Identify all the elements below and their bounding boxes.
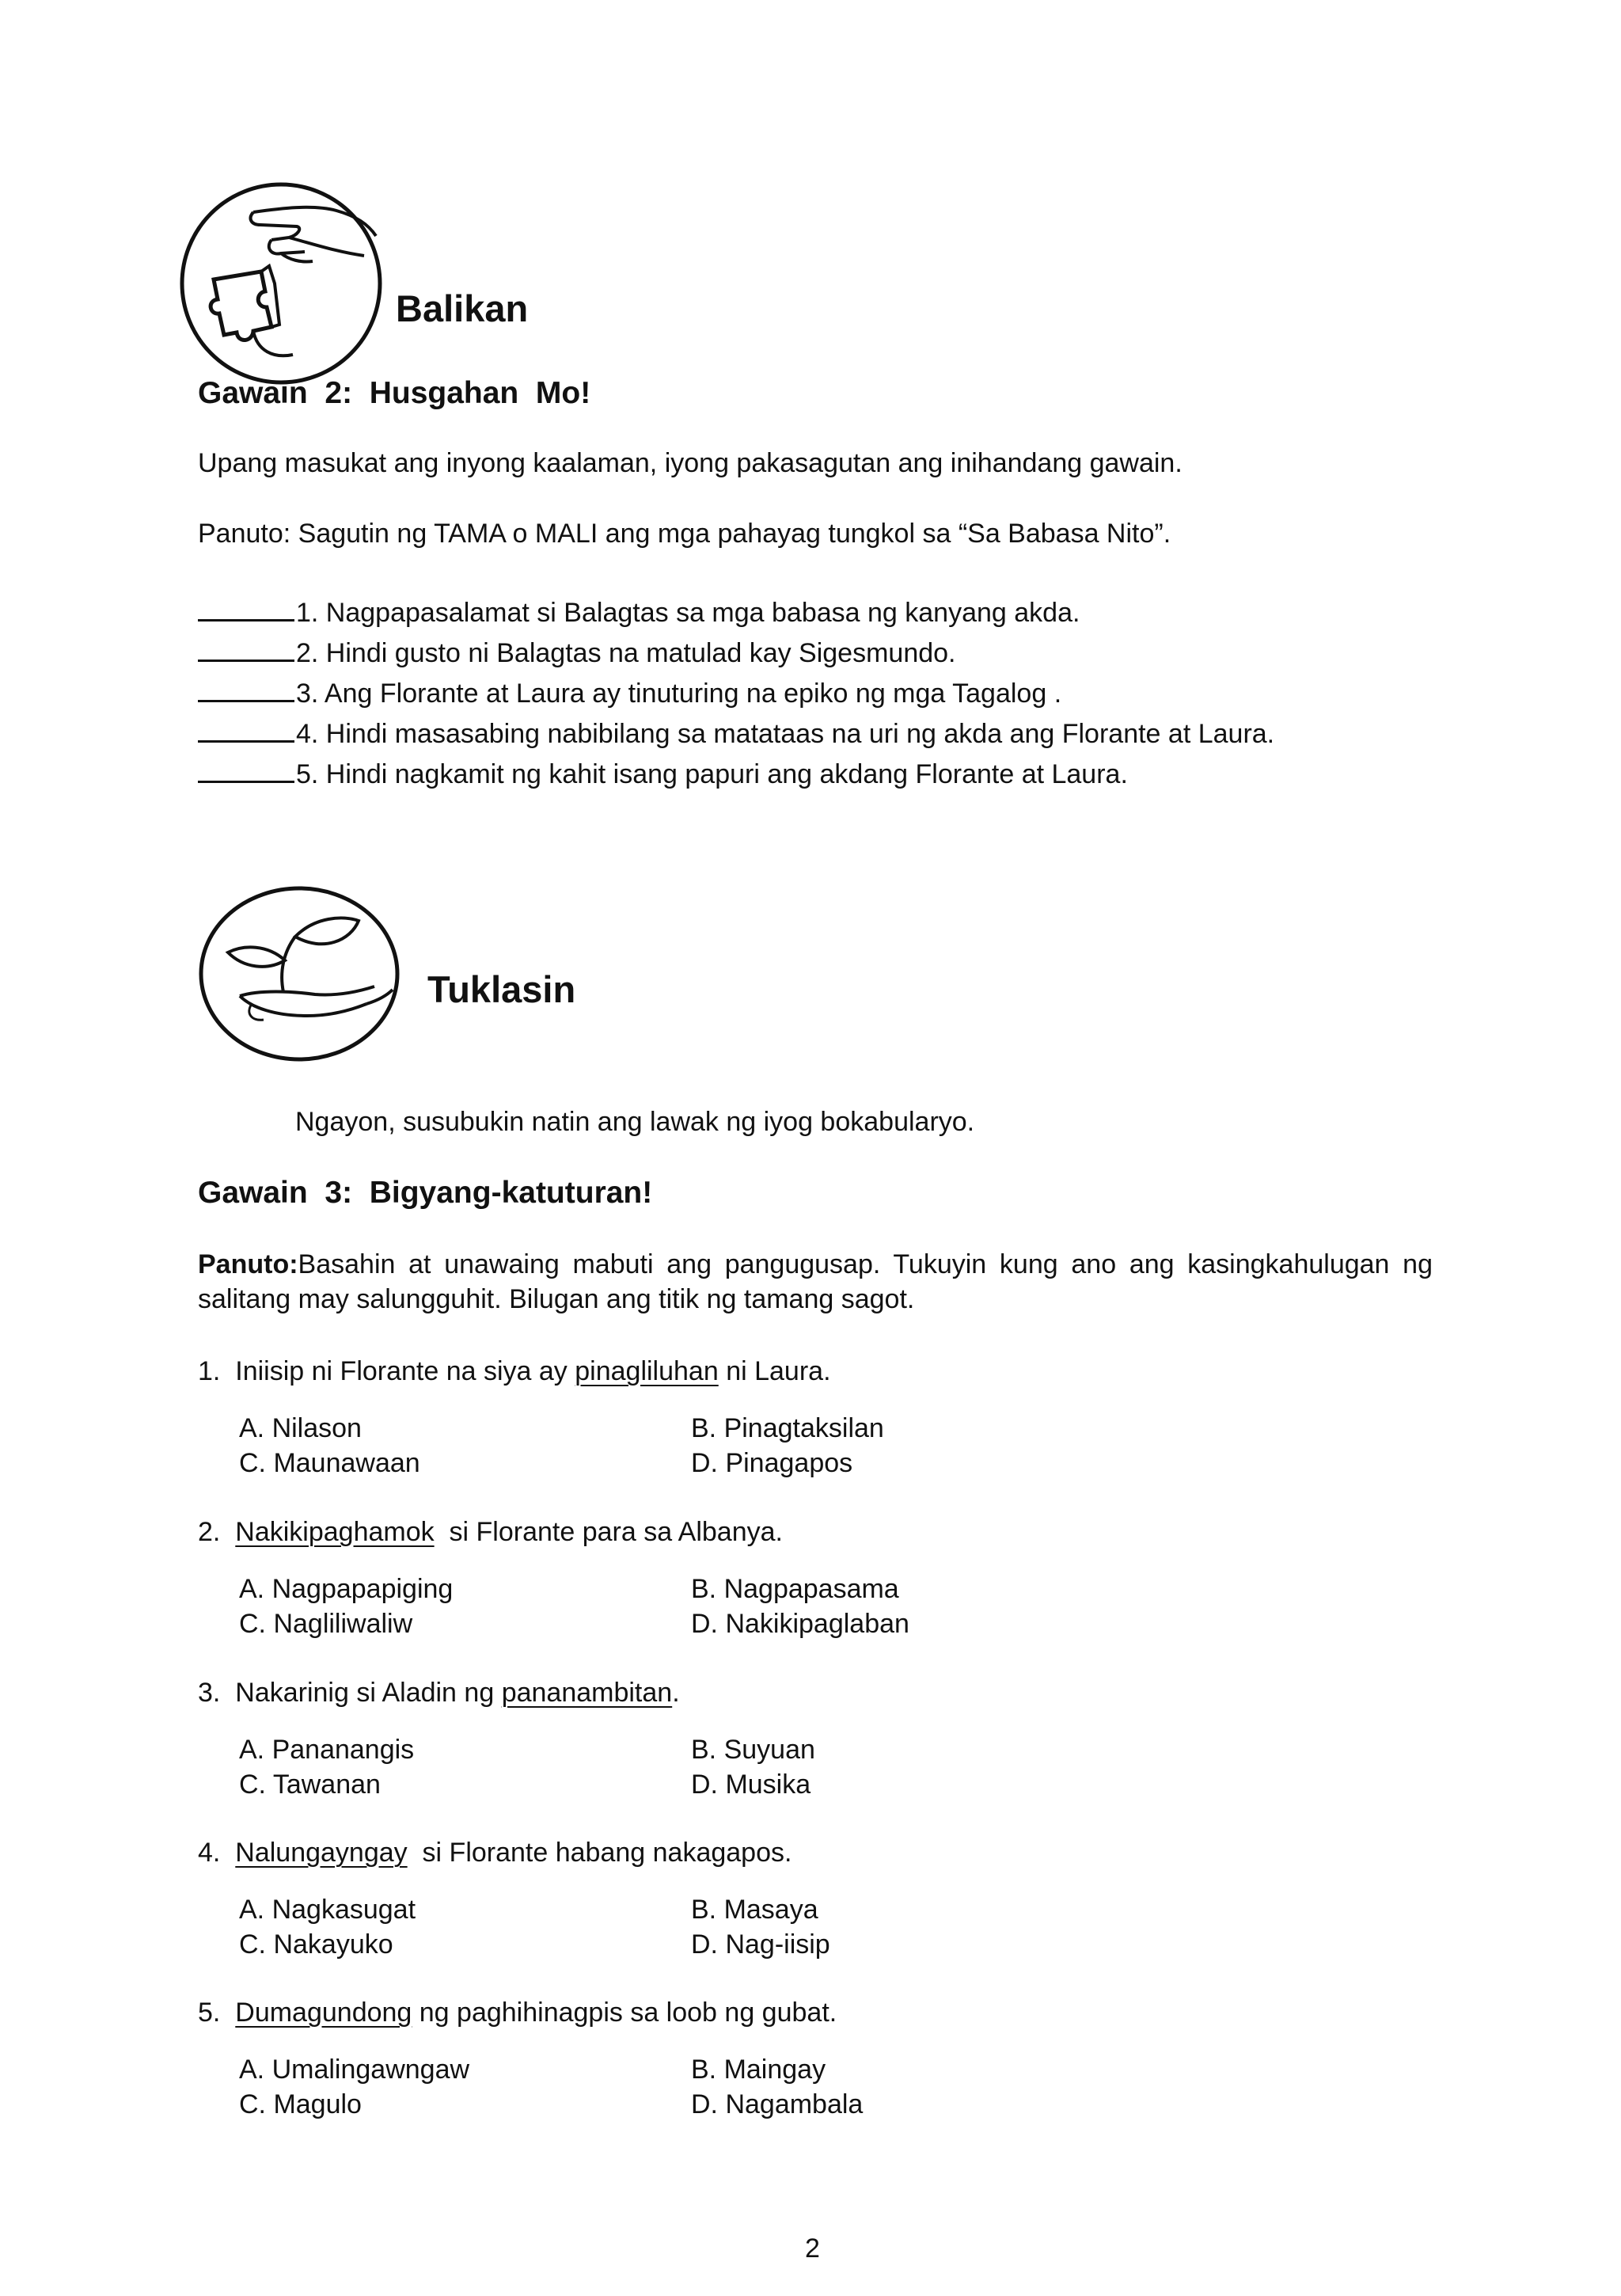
list-item: 4. Hindi masasabing nabibilang sa matataas na uri ng akda ang Florante at Laura. <box>198 714 1274 755</box>
underlined-word: pananambitan <box>501 1678 673 1708</box>
hand-sprout-icon <box>196 885 402 1063</box>
hand-puzzle-icon <box>178 181 384 386</box>
balikan-intro: Upang masukat ang inyong kaalaman, iyong pakasagutan ang inihandang gawain. <box>198 448 1183 478</box>
answer-blank[interactable] <box>198 636 294 662</box>
underlined-word: Nalungayngay <box>235 1838 408 1868</box>
answer-blank[interactable] <box>198 717 294 743</box>
option-b[interactable]: B. Pinagtaksilan <box>691 1413 884 1443</box>
list-item: 3. Ang Florante at Laura ay tinuturing na epiko ng mga Tagalog . <box>198 674 1274 714</box>
underlined-word: Dumagundong <box>235 1998 412 2028</box>
question-4: 4. Nalungayngay si Florante habang nakagapos. <box>198 1838 792 1868</box>
option-a[interactable]: A. Nagkasugat <box>239 1895 416 1925</box>
option-a[interactable]: A. Nagpapapiging <box>239 1574 454 1604</box>
option-c[interactable]: C. Nagliliwaliw <box>239 1609 413 1639</box>
option-a[interactable]: A. Umalingawngaw <box>239 2055 470 2085</box>
answer-blank[interactable] <box>198 595 294 622</box>
option-b[interactable]: B. Masaya <box>691 1895 818 1925</box>
question-5: 5. Dumagundong ng paghihinagpis sa loob ng gubat. <box>198 1998 837 2028</box>
balikan-title: Balikan <box>396 287 529 329</box>
option-d[interactable]: D. Nakikipaglaban <box>691 1609 909 1639</box>
option-d[interactable]: D. Nag-iisip <box>691 1929 830 1960</box>
tama-mali-list <box>198 593 1274 795</box>
option-b[interactable]: B. Maingay <box>691 2055 826 2085</box>
tuklasin-intro: Ngayon, susubukin natin ang lawak ng iyog bokabularyo. <box>295 1107 975 1137</box>
option-d[interactable]: D. Nagambala <box>691 2089 864 2119</box>
option-c[interactable]: C. Magulo <box>239 2089 362 2119</box>
gawain-2-title: Gawain 2: Husgahan Mo! <box>198 376 591 410</box>
question-3: 3. Nakarinig si Aladin ng pananambitan. <box>198 1678 680 1708</box>
list-item: 5. Hindi nagkamit ng kahit isang papuri ang akdang Florante at Laura. <box>198 755 1274 795</box>
underlined-word: pinagliluhan <box>575 1356 719 1386</box>
page-number: 2 <box>805 2233 820 2264</box>
option-a[interactable]: A. Pananangis <box>239 1735 415 1765</box>
option-b[interactable]: B. Suyuan <box>691 1735 815 1765</box>
panuto-text: Basahin at unawaing mabuti ang pangugusap. Tukuyin kung ano ang kasingkahulugan ng salitang may salungguhit. Bilugan ang titik ng tamang sagot. <box>198 1249 1433 1314</box>
balikan-panuto: Panuto: Sagutin ng TAMA o MALI ang mga pahayag tungkol sa “Sa Babasa Nito”. <box>198 519 1171 549</box>
option-a[interactable]: A. Nilason <box>239 1413 362 1443</box>
list-item: 1. Nagpapasalamat si Balagtas sa mga babasa ng kanyang akda. <box>198 593 1274 633</box>
option-d[interactable]: D. Pinagapos <box>691 1448 853 1478</box>
underlined-word: Nakikipaghamok <box>235 1517 435 1547</box>
list-item: 2. Hindi gusto ni Balagtas na matulad kay Sigesmundo. <box>198 633 1274 674</box>
option-d[interactable]: D. Musika <box>691 1770 811 1800</box>
tuklasin-title: Tuklasin <box>427 968 576 1010</box>
option-b[interactable]: B. Nagpapasama <box>691 1574 899 1604</box>
option-c[interactable]: C. Tawanan <box>239 1770 381 1800</box>
option-c[interactable]: C. Nakayuko <box>239 1929 393 1960</box>
question-1: 1. Iniisip ni Florante na siya ay pinagliluhan ni Laura. <box>198 1356 831 1386</box>
panuto-label: Panuto: <box>198 1249 298 1279</box>
question-2: 2. Nakikipaghamok si Florante para sa Albanya. <box>198 1517 783 1547</box>
tuklasin-panuto <box>198 1247 1433 1317</box>
option-c[interactable]: C. Maunawaan <box>239 1448 420 1478</box>
answer-blank[interactable] <box>198 757 294 783</box>
answer-blank[interactable] <box>198 676 294 702</box>
gawain-3-title: Gawain 3: Bigyang-katuturan! <box>198 1176 653 1210</box>
